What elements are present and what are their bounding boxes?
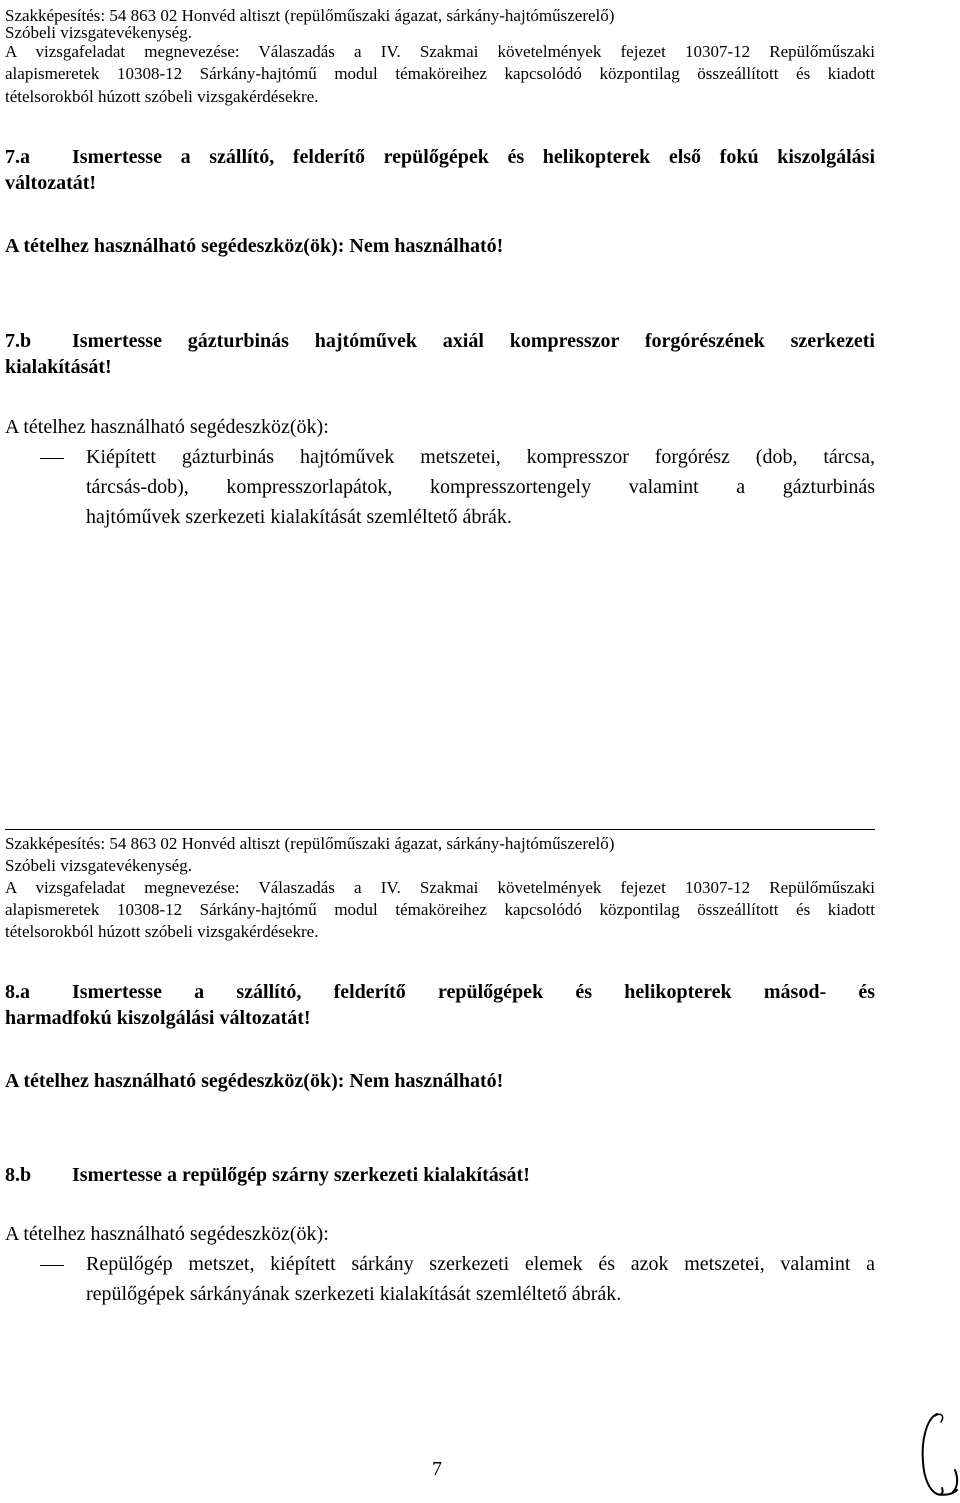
page-number: 7	[432, 1458, 442, 1480]
header-2-line-5: tételsorokból húzott szóbeli vizsgakérdésekre.	[5, 922, 319, 941]
header-1-line-5: tételsorokból húzott szóbeli vizsgakérdésekre.	[5, 87, 319, 106]
question-7b-line-1: Ismertesse gázturbinás hajtóművek axiál kompresszor forgórészének szerkezeti	[72, 330, 875, 352]
section-divider	[5, 829, 875, 830]
question-7b-line-2: kialakítását!	[5, 356, 112, 378]
header-1-line-4: alapismeretek 10308-12 Sárkány-hajtómű modul témaköreihez kapcsolódó központilag összeállított és kiadott	[5, 64, 875, 83]
signature-mark	[915, 1410, 960, 1503]
list-dash	[40, 458, 64, 459]
question-7b-item-line-2: tárcsás-dob), kompresszorlapátok, kompresszortengely valamint a gázturbinás	[86, 476, 875, 498]
question-7a-line-2: változatát!	[5, 172, 97, 194]
header-2-line-4: alapismeretek 10308-12 Sárkány-hajtómű modul témaköreihez kapcsolódó központilag összeállított és kiadott	[5, 900, 875, 919]
question-8a-line-2: harmadfokú kiszolgálási változatát!	[5, 1007, 311, 1029]
question-7a-aids: A tételhez használható segédeszköz(ök): Nem használható!	[5, 235, 504, 257]
header-1-line-2: Szóbeli vizsgatevékenység.	[5, 23, 192, 42]
question-7b-item-line-3: hajtóművek szerkezeti kialakítását szemléltető ábrák.	[86, 506, 512, 528]
list-dash	[40, 1265, 64, 1266]
question-7a-line-1: Ismertesse a szállító, felderítő repülőgépek és helikopterek első fokú kiszolgálási	[72, 146, 875, 168]
header-1-line-1: Szakképesítés: 54 863 02 Honvéd altiszt (repülőműszaki ágazat, sárkány-hajtóműszerelő)	[5, 6, 615, 25]
question-7b-number: 7.b	[5, 330, 32, 352]
header-2-line-1: Szakképesítés: 54 863 02 Honvéd altiszt (repülőműszaki ágazat, sárkány-hajtóműszerelő)	[5, 834, 615, 853]
question-8a-aids: A tételhez használható segédeszköz(ök): Nem használható!	[5, 1070, 504, 1092]
question-8a-number: 8.a	[5, 981, 30, 1003]
header-2-line-2: Szóbeli vizsgatevékenység.	[5, 856, 192, 875]
question-8b-line-1: Ismertesse a repülőgép szárny szerkezeti kialakítását!	[72, 1164, 530, 1186]
question-7a-number: 7.a	[5, 146, 30, 168]
question-7b-aids-label: A tételhez használható segédeszköz(ök):	[5, 416, 329, 438]
header-1-line-3: A vizsgafeladat megnevezése: Válaszadás a IV. Szakmai követelmények fejezet 10307-12 Repülőműszaki	[5, 42, 875, 61]
question-7b-item-line-1: Kiépített gázturbinás hajtóművek metszetei, kompresszor forgórész (dob, tárcsa,	[86, 446, 875, 468]
header-2-line-3: A vizsgafeladat megnevezése: Válaszadás a IV. Szakmai követelmények fejezet 10307-12 Repülőműszaki	[5, 878, 875, 897]
question-8b-item-line-2: repülőgépek sárkányának szerkezeti kialakítását szemléltető ábrák.	[86, 1283, 622, 1305]
question-8b-item-line-1: Repülőgép metszet, kiépített sárkány szerkezeti elemek és azok metszetei, valamint a	[86, 1253, 875, 1275]
question-8b-aids-label: A tételhez használható segédeszköz(ök):	[5, 1223, 329, 1245]
question-8b-number: 8.b	[5, 1164, 32, 1186]
question-8a-line-1: Ismertesse a szállító, felderítő repülőgépek és helikopterek másod- és	[72, 981, 875, 1003]
